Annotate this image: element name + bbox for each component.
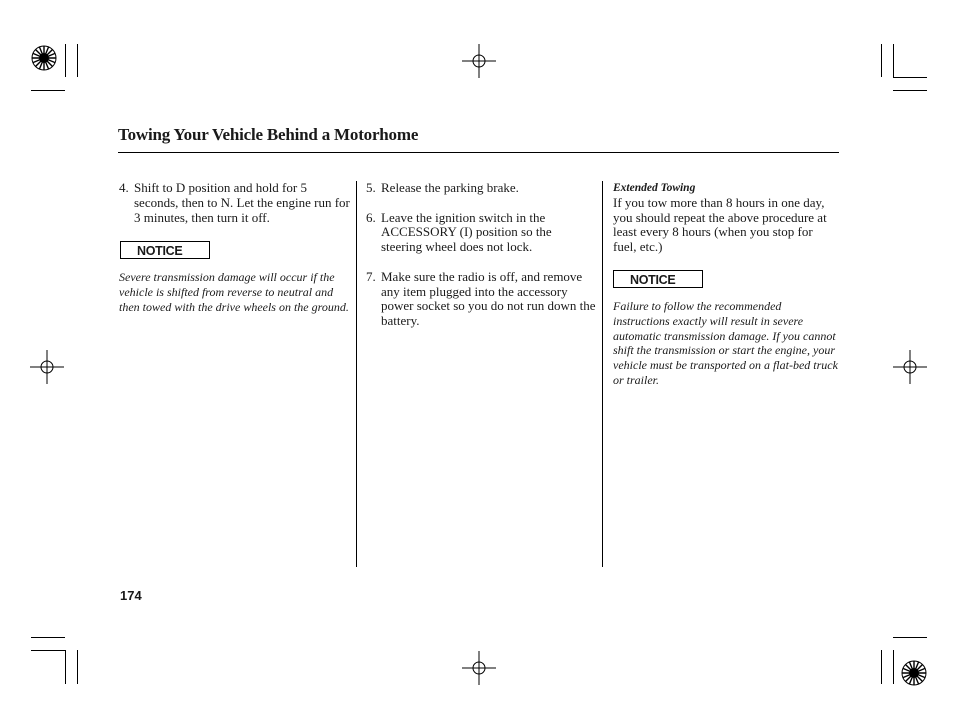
step-number: 4.	[119, 180, 129, 195]
page-number: 174	[120, 588, 142, 603]
step-number: 6.	[366, 209, 376, 225]
title-rule	[118, 152, 839, 153]
step-text: Shift to D position and hold for 5 seconds, then to N. Let the engine run for 3 minutes, then turn it off.	[134, 180, 350, 225]
column-2	[366, 181, 596, 329]
column-divider	[602, 181, 603, 567]
page-title: Towing Your Vehicle Behind a Motorhome	[118, 125, 419, 144]
registration-sunburst-icon	[31, 45, 57, 71]
notice-text: Severe transmission damage will occur if the vehicle is shifted from reverse to neutral and then towed with the drive wheels on the ground.	[119, 270, 349, 314]
column-3	[613, 181, 839, 255]
extended-towing-text: If you tow more than 8 hours in one day, you should repeat the above procedure at least every 8 hours (when you stop for fuel, etc.)	[613, 194, 827, 255]
step-6	[366, 211, 596, 255]
subhead-extended-towing: Extended Towing	[613, 182, 696, 194]
step-4	[119, 181, 351, 225]
crosshair-top-icon	[462, 44, 496, 78]
step-text: Leave the ignition switch in the ACCESSORY (I) position so the steering wheel does not lock.	[381, 209, 552, 255]
step-text: Make sure the radio is off, and remove any item plugged into the accessory power socket so you do not run down the battery.	[381, 268, 596, 329]
crosshair-right-icon	[893, 350, 927, 384]
step-7	[366, 270, 596, 329]
crosshair-left-icon	[30, 350, 64, 384]
notice-label: NOTICE	[120, 241, 210, 259]
step-number: 5.	[366, 180, 376, 195]
step-text: Release the parking brake.	[381, 180, 519, 195]
notice-text: Failure to follow the recommended instructions exactly will result in severe automatic transmission damage. If you cannot shift the transmission or start the engine, your vehicle must be transported on a flat-bed truck or trailer.	[613, 299, 838, 387]
column-1	[119, 181, 351, 225]
step-5	[366, 181, 596, 196]
column-divider	[356, 181, 357, 567]
crosshair-bottom-icon	[462, 651, 496, 685]
registration-sunburst-icon	[901, 660, 927, 686]
notice-label: NOTICE	[613, 270, 703, 288]
step-number: 7.	[366, 268, 376, 284]
